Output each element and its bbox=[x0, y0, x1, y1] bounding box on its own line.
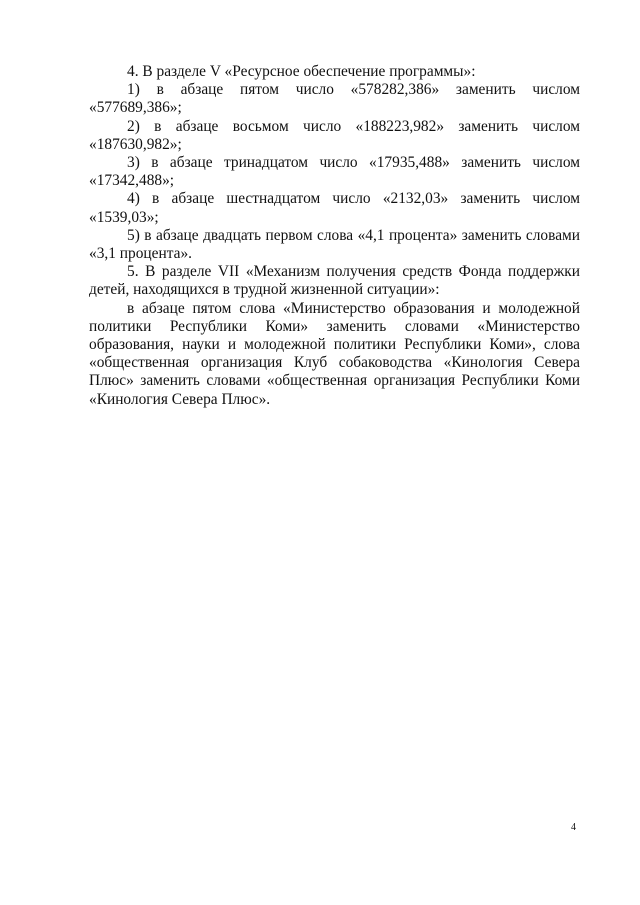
amendment-item-4: 4) в абзаце шестнадцатом число «2132,03» заменить числом «1539,03»; bbox=[89, 190, 580, 226]
section-5-heading: 5. В разделе VII «Механизм получения средств Фонда поддержки детей, находящихся в трудной жизненной ситуации»: bbox=[89, 263, 580, 299]
amendment-item-1: 1) в абзаце пятом число «578282,386» заменить числом «577689,386»; bbox=[89, 81, 580, 117]
section-4-heading: 4. В разделе V «Ресурсное обеспечение программы»: bbox=[127, 63, 476, 80]
document-body bbox=[89, 63, 580, 409]
page-number: 4 bbox=[571, 822, 576, 833]
section-5-amendment: в абзаце пятом слова «Министерство образования и молодежной политики Республики Коми» заменить словами «Министерство образования, науки и молодежной политики Республики Коми», слова «общественная организация Клуб собаководства «Кинология Севера Плюс» заменить словами «общественная организация Республики Коми «Кинология Севера Плюс». bbox=[89, 299, 580, 408]
amendment-item-5: 5) в абзаце двадцать первом слова «4,1 процента» заменить словами «3,1 процента». bbox=[89, 226, 580, 263]
amendment-item-2: 2) в абзаце восьмом число «188223,982» заменить числом «187630,982»; bbox=[89, 117, 580, 153]
amendment-item-3: 3) в абзаце тринадцатом число «17935,488» заменить числом «17342,488»; bbox=[89, 154, 580, 190]
